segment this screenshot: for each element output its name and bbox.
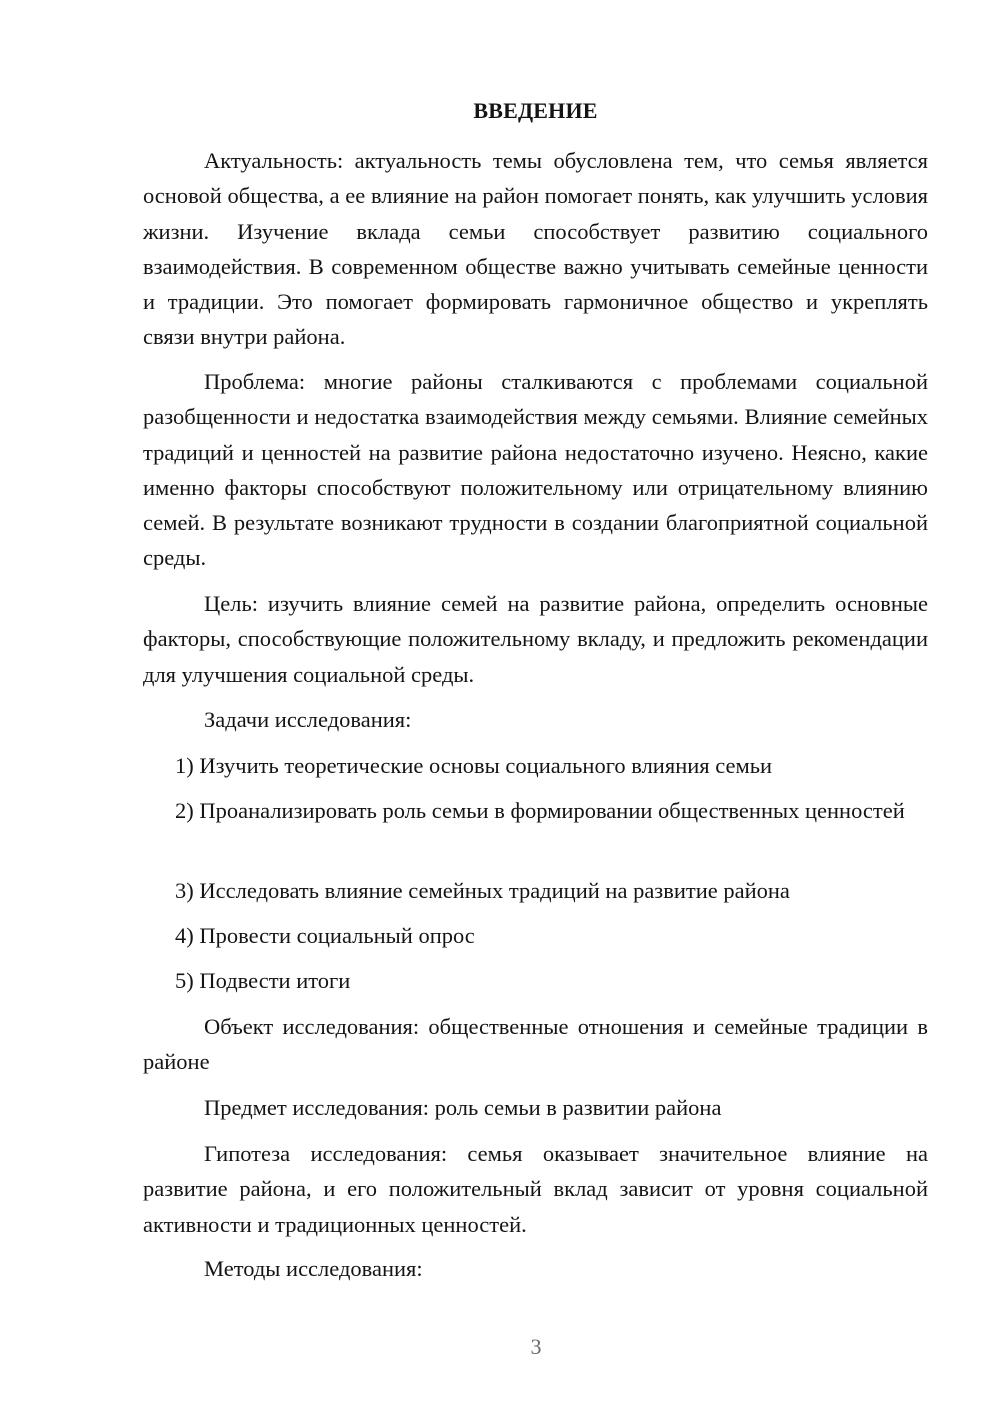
object-paragraph: Объект исследования: общественные отношения и семейные традиции в районе [143, 1014, 928, 1075]
methods-heading: Методы исследования: [204, 1256, 423, 1281]
list-item: 1) Изучить теоретические основы социального влияния семьи [175, 753, 773, 778]
page-title: ВВЕДЕНИЕ [473, 98, 598, 123]
list-item: 3) Исследовать влияние семейных традиций на развитие района [175, 878, 790, 903]
tasks-heading: Задачи исследования: [204, 707, 412, 732]
hypothesis-paragraph: Гипотеза исследования: семья оказывает значительное влияние на развитие района, и его положительный вклад зависит от уровня социальной активности и традиционных ценностей. [143, 1141, 928, 1237]
page-number: 3 [530, 1334, 542, 1359]
relevance-paragraph: Актуальность: актуальность темы обусловлена тем, что семья является основой общества, а ее влияние на район помогает понять, как улучшить условия жизни. Изучение вклада семьи способствует развитию социального взаимодействия. В современном обществе важно учитывать семейные ценности и традиции. Это помогает формировать гармоничное общество и укреплять связи внутри района. [143, 148, 928, 350]
goal-paragraph: Цель: изучить влияние семей на развитие района, определить основные факторы, способствующие положительному вкладу, и предложить рекомендации для улучшения социальной среды. [143, 591, 928, 687]
list-item: 4) Провести социальный опрос [175, 923, 475, 948]
subject-paragraph: Предмет исследования: роль семьи в развитии района [204, 1095, 722, 1120]
list-item: 2) Проанализировать роль семьи в формировании общественных ценностей [175, 798, 905, 823]
problem-paragraph: Проблема: многие районы сталкиваются с проблемами социальной разобщенности и недостатка взаимодействия между семьями. Влияние семейных традиций и ценностей на развитие района недостаточно изучено. Неясно, какие именно факторы способствуют положительному или отрицательному влиянию семей. В результате возникают трудности в создании благоприятной социальной среды. [143, 369, 928, 571]
list-item: 5) Подвести итоги [175, 968, 351, 993]
